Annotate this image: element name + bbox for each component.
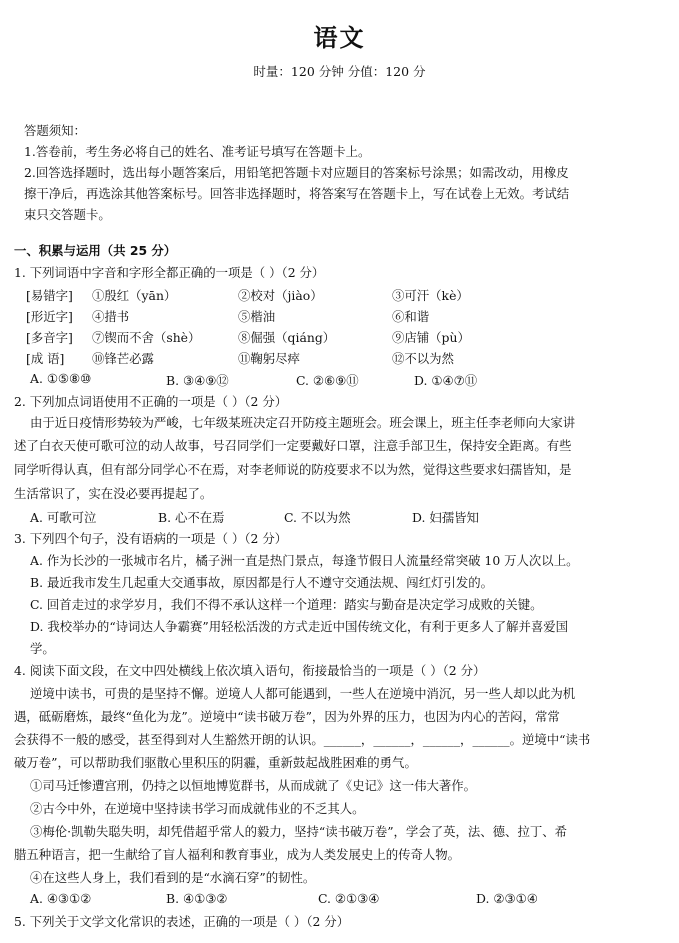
sentence-item: ③梅伦·凯勒失聪失明，却凭借超乎常人的毅力，坚持“读书破万卷”，学会了英，法、德、拉丁、希 <box>30 824 568 839</box>
option-b[interactable]: B. ③④⑨⑫ <box>166 373 229 388</box>
option-c[interactable]: C. 不以为然 <box>284 510 351 525</box>
passage-line: 生活常识了，实在没必要再提起了。 <box>14 486 213 501</box>
option-c[interactable]: C. ②⑥⑨⑪ <box>296 373 359 388</box>
word-item: ⑪鞠躬尽瘁 <box>238 351 300 366</box>
option-b[interactable]: B. 心不在焉 <box>158 510 225 525</box>
sentence-item: ①司马迁惨遭宫刑，仍持之以恒地博览群书，从而成就了《史记》这一伟大著作。 <box>30 778 477 793</box>
option-a[interactable]: A. ④③①② <box>30 891 92 906</box>
word-category: [易错字] <box>26 288 73 303</box>
option-c[interactable]: C. ②①③④ <box>318 891 380 906</box>
option-a[interactable]: A. 作为长沙的一张城市名片，橘子洲一直是热门景点，每逢节假日人流量经常突破 10 万人次以上。 <box>30 553 579 568</box>
question-stem: 1. 下列词语中字音和字形全都正确的一项是（ ）（2 分） <box>14 265 325 280</box>
option-d[interactable]: D. ②③①④ <box>476 891 538 906</box>
option-d[interactable]: D. ①④⑦⑪ <box>414 373 478 388</box>
word-item: ④措书 <box>92 309 130 324</box>
word-category: [多音字] <box>26 330 73 345</box>
option-b[interactable]: B. ④①③② <box>166 891 228 906</box>
notice-line: 1.答卷前，考生务必将自己的姓名、准考证号填写在答题卡上。 <box>24 144 371 159</box>
page-title: 语文 <box>313 24 366 52</box>
option-b[interactable]: B. 最近我市发生几起重大交通事故，原因都是行人不遵守交通法规、闯红灯引发的。 <box>30 575 494 590</box>
option-d[interactable]: D. 我校举办的“诗词达人争霸赛”用轻松活泼的方式走近中国传统文化，有利于更多人了解并喜爱国 <box>30 619 569 634</box>
sentence-item: ④在这些人身上，我们看到的是“水滴石穿”的韧性。 <box>30 870 316 885</box>
word-item: ⑦锲而不舍（shè） <box>92 330 201 345</box>
notice-heading: 答题须知： <box>24 123 86 138</box>
option-c[interactable]: C. 回首走过的求学岁月，我们不得不承认这样一个道理：踏实与勤奋是决定学习成败的关键。 <box>30 597 543 612</box>
question-stem: 3. 下列四个句子，没有语病的一项是（ ）（2 分） <box>14 531 288 546</box>
notice-line: 2.回答选择题时，选出每小题答案后，用铅笔把答题卡对应题目的答案标号涂黑；如需改动，用橡皮 <box>24 165 569 180</box>
word-item: ③可汗（kè） <box>392 288 469 303</box>
question-stem: 2. 下列加点词语使用不正确的一项是（ ）（2 分） <box>14 394 288 409</box>
word-item: ⑧倔强（qiáng） <box>238 330 336 345</box>
option-d[interactable]: D. 妇孺皆知 <box>412 510 479 525</box>
passage-line: 遇，砥砺磨炼，最终“鱼化为龙”。逆境中“读书破万卷”，因为外界的压力，也因为内心的苦闷，常常 <box>14 709 560 724</box>
word-item: ⑫不以为然 <box>392 351 454 366</box>
passage-line: 逆境中读书，可贵的是坚持不懈。逆境人人都可能遇到，一些人在逆境中消沉，另一些人却以此为机 <box>30 686 576 701</box>
notice-line: 束只交答题卡。 <box>24 207 111 222</box>
option-a[interactable]: A. ①⑤⑧⑩ <box>30 371 92 386</box>
exam-meta: 时量：120 分钟 分值：120 分 <box>253 64 426 79</box>
sentence-item: ②古今中外，在逆境中坚持读书学习而成就伟业的不乏其人。 <box>30 801 365 816</box>
passage-line: 述了白衣天使可歌可泣的动人故事，号召同学们一定要戴好口罩，注意手部卫生，保持安全距离。有些 <box>14 438 572 453</box>
question-stem: 5. 下列关于文学文化常识的表述，正确的一项是（ ）（2 分） <box>14 914 350 929</box>
passage-line: 破万卷”，可以帮助我们驱散心里积压的阴霾，重新鼓起战胜困难的勇气。 <box>14 755 417 770</box>
passage-line: 会获得不一般的感受，甚至得到对人生豁然开朗的认识。______，______，______，______。逆境中“读书 <box>14 732 591 747</box>
passage-line: 由于近日疫情形势较为严峻，七年级某班决定召开防疫主题班会。班会课上，班主任李老师向大家讲 <box>30 415 576 430</box>
word-category: [形近字] <box>26 309 73 324</box>
word-item: ⑥和谐 <box>392 309 430 324</box>
option-d-continued: 学。 <box>30 641 55 656</box>
section-heading: 一、积累与运用（共 25 分） <box>14 243 177 258</box>
option-a[interactable]: A. 可歌可泣 <box>30 510 97 525</box>
word-item: ⑤楷油 <box>238 309 276 324</box>
passage-line: 同学听得认真，但有部分同学心不在焉，对李老师说的防疫要求不以为然，觉得这些要求妇孺皆知，是 <box>14 462 572 477</box>
word-category: [成 语] <box>26 351 65 366</box>
notice-line: 擦干净后，再选涂其他答案标号。回答非选择题时，将答案写在答题卡上，写在试卷上无效。考试结 <box>24 186 570 201</box>
word-item: ⑨店铺（pù） <box>392 330 470 345</box>
word-item: ⑩锋芒必露 <box>92 351 154 366</box>
question-stem: 4. 阅读下面文段，在文中四处横线上依次填入语句，衔接最恰当的一项是（ ）（2 分） <box>14 663 486 678</box>
word-item: ①殷红（yān） <box>92 288 177 303</box>
sentence-item: 腊五种语言，把一生献给了盲人福利和教育事业，成为人类发展史上的传奇人物。 <box>14 847 461 862</box>
word-item: ②校对（jiào） <box>238 288 323 303</box>
